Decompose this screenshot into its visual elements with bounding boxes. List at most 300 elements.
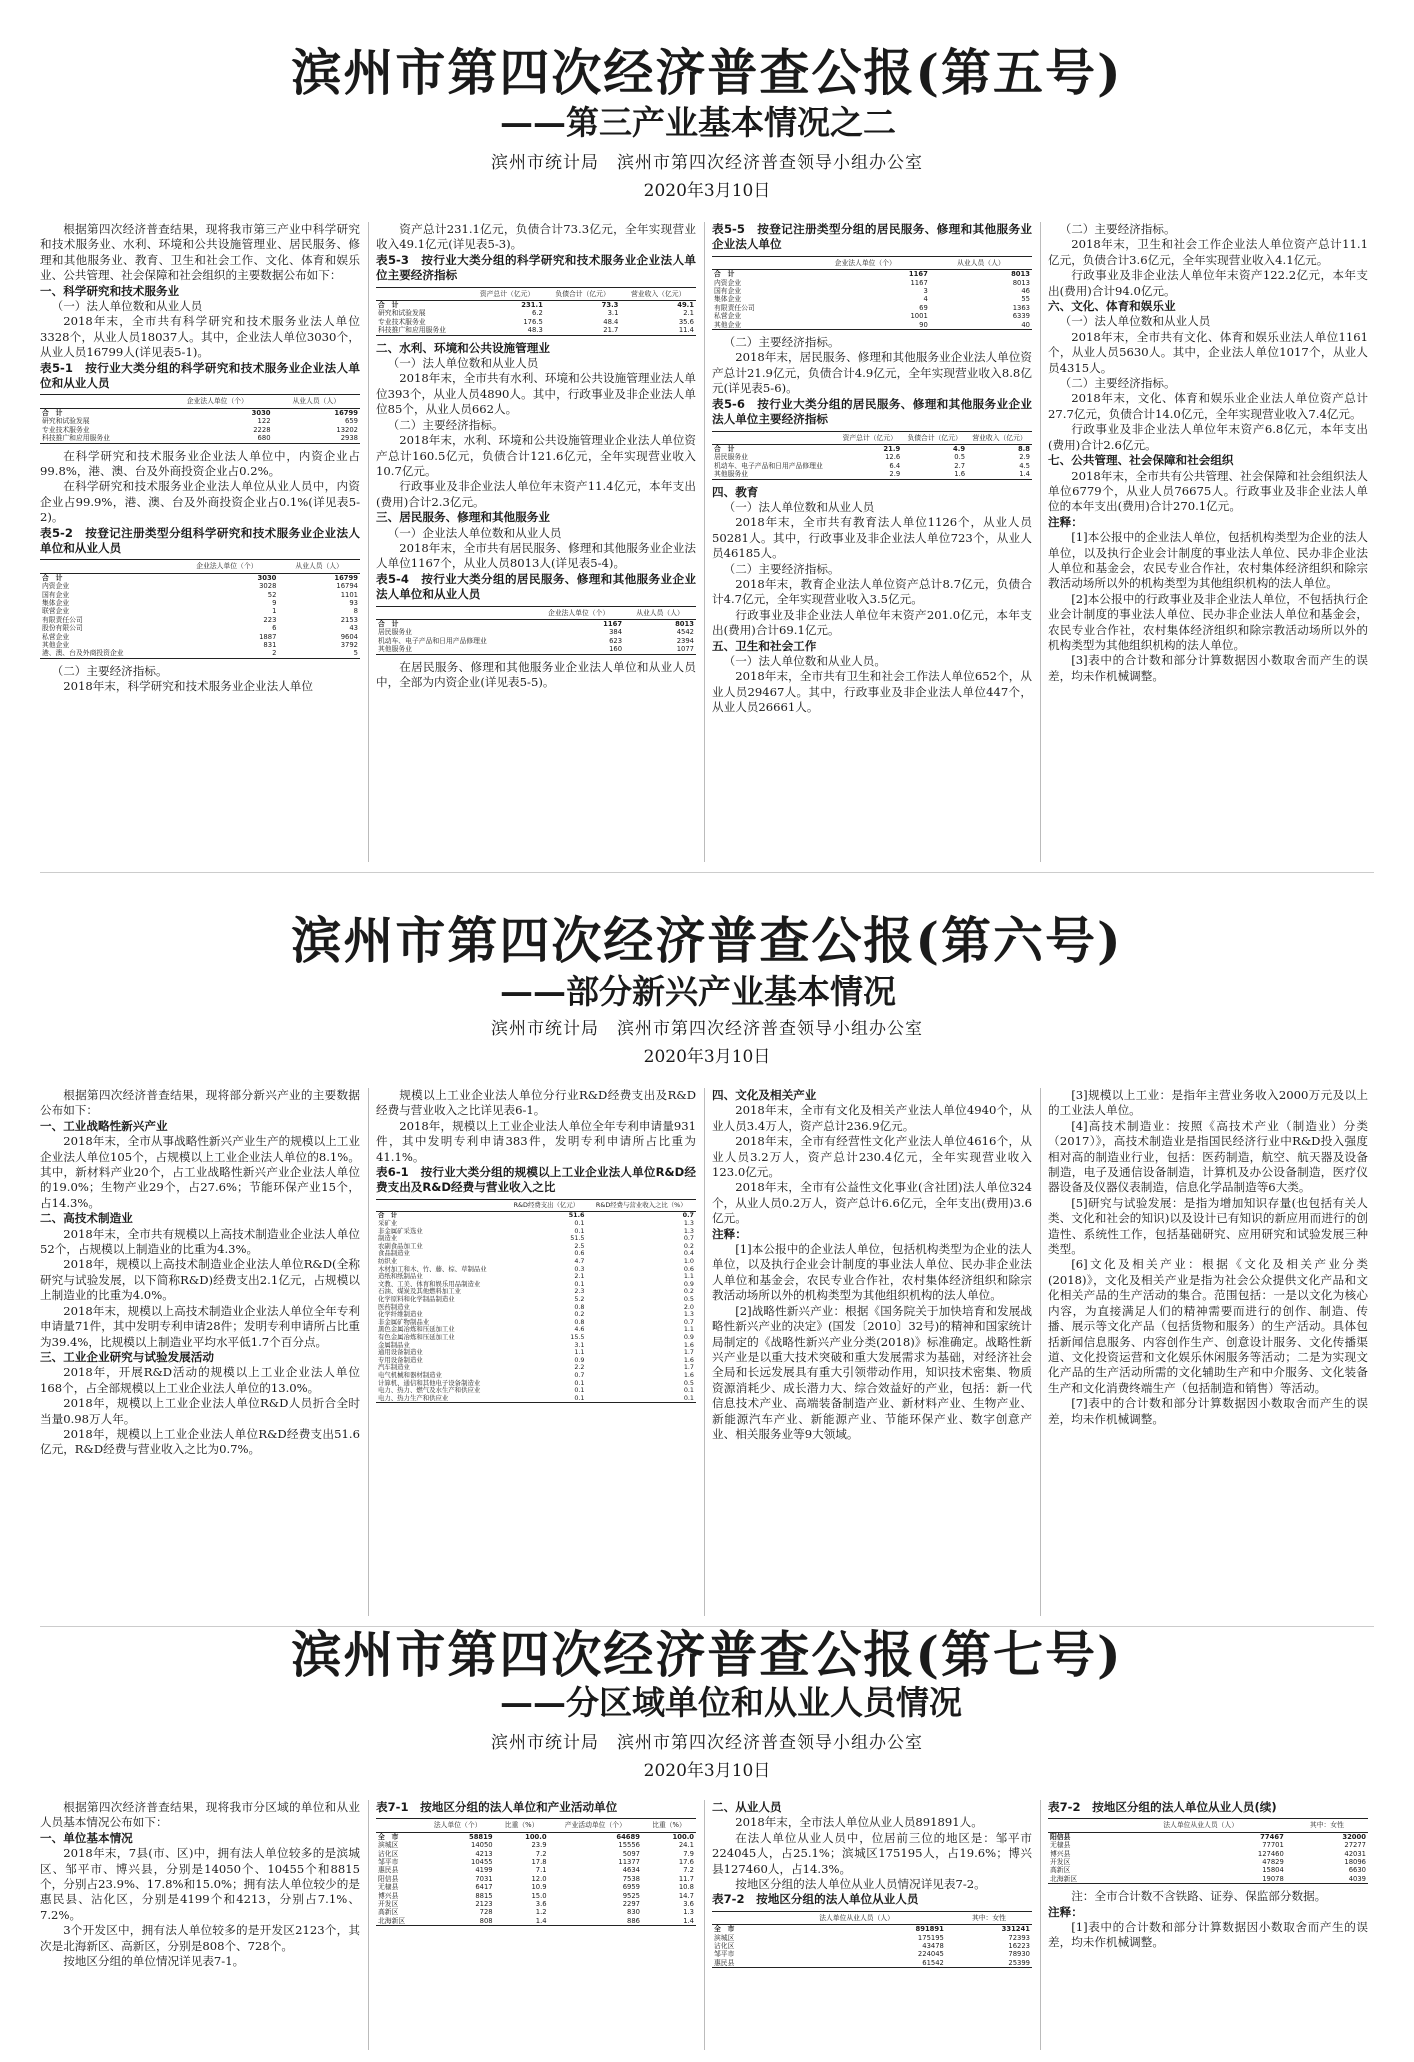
paragraph: 在科学研究和技术服务业企业法人单位从业人员中，内资企业占99.9%，港、澳、台及外商投资企业占0.1%(详见表5-2)。 xyxy=(40,479,360,525)
table-cell: 0.7 xyxy=(683,1234,694,1243)
table-cell: 18096 xyxy=(1344,1858,1366,1867)
table-row xyxy=(376,1235,696,1243)
table-row xyxy=(40,582,360,590)
table-cell: 3030 xyxy=(251,408,271,417)
table-cell: 8013 xyxy=(1011,270,1030,279)
note: [1]表中的合计数和部分计算数据因小数取舍而产生的误差，均未作机械调整。 xyxy=(1048,1920,1368,1950)
table-cell: 7031 xyxy=(475,1874,493,1883)
paragraph: 2018年末，教育企业法人单位资产总计8.7亿元，负债合计4.7亿元，全年实现营业收入3.5亿元。 xyxy=(712,576,1032,607)
table-cell: 16794 xyxy=(336,582,358,591)
subsection-heading: （一）法人单位数和从业人员 xyxy=(387,356,539,371)
table-cell: 3 xyxy=(923,287,928,296)
table-cell: 3028 xyxy=(259,582,277,591)
bulletin-7-column-3 xyxy=(712,1800,1032,2050)
table-cell: 1.6 xyxy=(683,1355,694,1364)
table-cell: 0.2 xyxy=(683,1287,694,1296)
bulletin-6-column-1 xyxy=(40,1088,360,1616)
table-cell: 100.0 xyxy=(672,1832,694,1841)
table-cell: 1167 xyxy=(603,619,623,628)
table-cell: 2297 xyxy=(622,1900,640,1909)
paragraph: 2018年末，7县(市、区)中，拥有法人单位较多的是滨城区、邹平市、博兴县，分别是14050个、10455个和8815个，分别占23.9%、17.8%和15.0%；拥有法人单位较少的是惠民县、沾化区，分别是4199个和4213，分别占7.1%、7.2%。 xyxy=(40,1846,360,1922)
table-cell: 6959 xyxy=(622,1883,640,1892)
table-cell: 计算机、通信和其他电子设备制造业 xyxy=(378,1378,481,1387)
table-caption: 表7-2 按地区分组的法人单位从业人员 xyxy=(712,1892,919,1907)
data-table xyxy=(712,256,1032,330)
column-divider xyxy=(368,1800,369,2050)
table-cell: 6630 xyxy=(1348,1866,1366,1875)
table-cell: 邹平市 xyxy=(714,1950,735,1959)
table-cell: 891891 xyxy=(915,1925,944,1934)
paragraph: 2018年末，文化、体育和娱乐业企业法人单位资产总计27.7亿元，负债合计14.0亿元，全年实现营业收入7.4亿元。 xyxy=(1048,391,1368,421)
table-cell: 机动车、电子产品和日用产品修理业 xyxy=(714,461,823,470)
table-cell: 通用设备制造业 xyxy=(378,1348,423,1357)
table-header-row xyxy=(376,1819,696,1832)
table-row xyxy=(1048,1875,1368,1884)
table-cell: 10.8 xyxy=(678,1883,694,1892)
table-cell: 电力、热力、燃气及水生产和供应业 xyxy=(378,1386,481,1395)
table-cell: 24.1 xyxy=(678,1841,694,1850)
table-cell: 国有企业 xyxy=(42,590,70,599)
table-cell: 0.2 xyxy=(683,1241,694,1250)
table-row xyxy=(712,287,1032,295)
table-cell: 15556 xyxy=(618,1841,640,1850)
paragraph: 在居民服务、修理和其他服务业企业法人单位和从业人员中，全部为内资企业(详见表5-5)。 xyxy=(376,659,696,689)
paragraph: 规模以上工业企业法人单位分行业R&D经费支出及R&D经费与营业收入之比详见表6-1。 xyxy=(376,1088,696,1118)
table-header-cell: 从业人员（人） xyxy=(930,256,1032,269)
bulletin-7 xyxy=(0,1625,1414,2062)
table-row xyxy=(1048,1866,1368,1874)
table-cell: 合 计 xyxy=(42,408,63,417)
data-table xyxy=(712,1911,1032,1968)
table-row xyxy=(376,1908,696,1916)
table-cell: 合 计 xyxy=(42,573,63,582)
table-header-cell: 其中：女性 xyxy=(946,1911,1032,1924)
paragraph: 按地区分组的单位情况详见表7-1。 xyxy=(63,1954,245,1969)
table-cell: 滨城区 xyxy=(378,1841,399,1850)
table-header-row xyxy=(1048,1819,1368,1832)
table-cell: 2.7 xyxy=(954,461,966,470)
table-cell: 黑色金属冶炼和压延加工业 xyxy=(378,1325,455,1334)
table-cell: 35.6 xyxy=(678,317,694,326)
table-cell: 石油、煤炭及其他燃料加工业 xyxy=(378,1287,462,1296)
table-cell: 1.1 xyxy=(683,1272,694,1281)
table-cell: 有色金属冶炼和压延加工业 xyxy=(378,1332,455,1341)
paragraph: 2018年末，全市共有文化、体育和娱乐业法人单位1161个，从业人员5630人。其中，企业法人单位1017个，从业人员4315人。 xyxy=(1048,329,1368,375)
table-row xyxy=(376,318,696,326)
table-cell: 5.2 xyxy=(574,1294,585,1303)
table-caption: 表5-5 按登记注册类型分组的居民服务、修理和其他服务业企业法人单位 xyxy=(712,222,1032,252)
section-heading: 六、文化、体育和娱乐业 xyxy=(1048,299,1176,314)
bulletin-6-org: 滨州市统计局 滨州市第四次经济普查领导小组办公室 xyxy=(491,1019,923,1039)
table-cell: 全 市 xyxy=(714,1925,735,1934)
table-caption: 表5-3 按行业大类分组的科学研究和技术服务业企业法人单位主要经济指标 xyxy=(376,252,696,283)
table-cell: 0.9 xyxy=(683,1279,694,1288)
table-cell: 沾化区 xyxy=(714,1942,735,1951)
table-cell: 1077 xyxy=(676,645,694,654)
table-row xyxy=(712,1934,1032,1942)
section-heading: 四、文化及相关产业 xyxy=(712,1088,817,1102)
table-header-cell: 产业活动单位（个） xyxy=(549,1819,642,1832)
table-row xyxy=(40,434,360,443)
table-cell: 728 xyxy=(479,1908,493,1917)
table-cell: 21.7 xyxy=(603,326,619,335)
table-row xyxy=(712,1950,1032,1958)
table-row xyxy=(376,1883,696,1891)
table-cell: 其他企业 xyxy=(714,320,742,329)
table-cell: 8013 xyxy=(675,619,694,628)
table-header-cell: 企业法人单位（个） xyxy=(533,606,624,619)
subsection-heading: （二）主要经济指标。 xyxy=(1059,376,1176,391)
table-row xyxy=(376,645,696,654)
table-cell: 46 xyxy=(1021,287,1030,296)
table-cell: 非金属矿采选业 xyxy=(378,1226,423,1235)
table-row xyxy=(376,309,696,317)
table-cell: 4 xyxy=(923,295,928,304)
table-cell: 3.6 xyxy=(535,1900,547,1909)
paragraph: 2018年末，全市共有教育法人单位1126个，从业人员50281人。其中，行政事业及非企业法人单位723个，从业人员46185人。 xyxy=(712,515,1032,561)
table-row xyxy=(376,1850,696,1858)
paragraph: 根据第四次经济普查结果，现将我市第三产业中科学研究和技术服务业、水利、环境和公共设施管理业、居民服务、修理和其他服务业、教育、卫生和社会工作、文化、体育和娱乐业、公共管理、社会保障和社会组织的主要数据公布如下： xyxy=(40,222,360,283)
table-cell: 1.7 xyxy=(683,1348,694,1357)
bulletin-5-date: 2020年3月10日 xyxy=(643,181,771,201)
table-header-cell xyxy=(376,287,469,300)
table-header-cell xyxy=(712,431,837,444)
table-row xyxy=(376,1266,696,1274)
table-cell: 惠民县 xyxy=(378,1866,399,1875)
bulletin-6-subtitle: ——部分新兴产业基本情况 xyxy=(500,972,896,1011)
table-cell: 0.1 xyxy=(574,1219,585,1228)
table-header-cell: 企业法人单位（个） xyxy=(162,395,273,408)
table-cell: 研究和试验发展 xyxy=(42,417,90,426)
table-header-cell: 营业收入（亿元） xyxy=(620,287,696,300)
section-heading: 一、科学研究和技术服务业 xyxy=(40,283,180,298)
table-cell: 2 xyxy=(272,649,277,658)
table-cell: 研究和试验发展 xyxy=(378,309,426,318)
table-header-cell: 资产总计（亿元） xyxy=(837,431,902,444)
table-cell: 科技推广和应用服务业 xyxy=(42,434,110,443)
note: [6]文化及相关产业：根据《文化及相关产业分类(2018)》，文化及相关产业是指为社会公众提供文化产品和文化相关产品的生产活动的集合。范围包括：一是以文化为核心内容，为直接满足人们的精神需要而进行的创作、制造、传播、展示等文化产品（包括货物和服务）的生产活动。具体包括新闻信息服务、内容创作生产、创意设计服务、文化传播渠道、文化投资运营和文化娱乐休闲服务等活动；二是为实现文化产品的生产活动所需的文化辅助生产和中介服务、文化装备生产和文化消费终端生产（包括制造和销售）等活动。 xyxy=(1048,1257,1368,1395)
table-cell: 680 xyxy=(257,434,271,443)
table-cell: 0.3 xyxy=(574,1264,585,1273)
table-header-cell xyxy=(712,256,801,269)
table-cell: 13202 xyxy=(336,425,358,434)
table-cell: 23.9 xyxy=(531,1841,547,1850)
table-cell: 联营企业 xyxy=(42,607,70,616)
table-cell: 博兴县 xyxy=(378,1891,399,1900)
table-cell: 有限责任公司 xyxy=(714,303,755,312)
table-cell: 4.7 xyxy=(574,1257,585,1265)
table-cell: 专业技术服务业 xyxy=(378,317,426,326)
table-cell: 4213 xyxy=(475,1849,493,1858)
table-cell: 659 xyxy=(345,417,358,426)
bulletin-7-org: 滨州市统计局 滨州市第四次经济普查领导小组办公室 xyxy=(491,1733,923,1753)
table-cell: 1.7 xyxy=(683,1363,694,1372)
note: [1]本公报中的企业法人单位，包括机构类型为企业的法人单位，以及执行企业会计制度的事业法人单位、民办非企业法人单位和基金会，农民专业合作社，农村集体经济组织和除宗教活动场所以外的机构类型为其他组织机构的法人单位。 xyxy=(712,1242,1032,1303)
table-cell: 12.6 xyxy=(885,453,901,462)
table-cell: 纺织业 xyxy=(378,1257,398,1265)
table-cell: 0.7 xyxy=(683,1317,694,1326)
section-heading: 二、高技术制造业 xyxy=(40,1211,133,1226)
table-cell: 51.5 xyxy=(570,1234,585,1243)
table-cell: 3.1 xyxy=(574,1340,585,1349)
paragraph: 2018年末，科学研究和技术服务业企业法人单位 xyxy=(63,679,313,694)
table-cell: 食品制造业 xyxy=(378,1249,410,1258)
paragraph: 在科学研究和技术服务业企业法人单位中，内资企业占99.8%，港、澳、台及外商投资企业占0.2%。 xyxy=(40,448,360,478)
table-cell: 69 xyxy=(919,303,928,312)
data-table xyxy=(1048,1818,1368,1884)
paragraph: 2018年末，居民服务、修理和其他服务业企业法人单位资产总计21.9亿元，负债合计4.9亿元，全年实现营业收入8.8亿元(详见表5-6)。 xyxy=(712,350,1032,396)
column-divider xyxy=(704,222,705,862)
column-divider xyxy=(1040,1800,1041,2050)
table-cell: 27277 xyxy=(1344,1841,1366,1850)
table-row xyxy=(376,637,696,645)
table-row xyxy=(376,1395,696,1403)
data-table xyxy=(712,431,1032,480)
table-header-row xyxy=(376,287,696,300)
table-cell: 11.7 xyxy=(678,1874,694,1883)
table-cell: 623 xyxy=(609,636,623,645)
table-cell: 160 xyxy=(609,645,623,654)
table-header-cell: 负债合计（亿元） xyxy=(902,431,967,444)
paragraph: 注：全市合计数不含铁路、证券、保监部分数据。 xyxy=(1071,1889,1327,1904)
table-cell: 43478 xyxy=(922,1942,944,1951)
table-cell: 木材加工和木、竹、藤、棕、草制品业 xyxy=(378,1264,487,1273)
table-row xyxy=(712,312,1032,320)
table-cell: 4542 xyxy=(676,628,694,637)
table-row xyxy=(1048,1841,1368,1849)
table-row xyxy=(376,1917,696,1926)
table-row xyxy=(376,1866,696,1874)
table-caption: 表5-6 按行业大类分组的居民服务、修理和其他服务业企业法人单位主要经济指标 xyxy=(712,396,1032,427)
table-row xyxy=(40,624,360,632)
subsection-heading: （一）法人单位数和从业人员 xyxy=(51,299,203,314)
table-cell: 金属制品业 xyxy=(378,1340,410,1349)
section-heading: 一、单位基本情况 xyxy=(40,1830,133,1845)
table-cell: 831 xyxy=(263,641,277,649)
section-heading: 三、工业企业研究与试验发展活动 xyxy=(40,1349,214,1364)
table-cell: 1.3 xyxy=(683,1908,694,1917)
data-table xyxy=(376,1199,696,1403)
table-cell: 0.2 xyxy=(574,1310,585,1319)
table-header-row xyxy=(40,560,360,573)
table-cell: 居民服务业 xyxy=(378,628,412,637)
table-cell: 11377 xyxy=(618,1858,640,1867)
table-cell: 1167 xyxy=(910,278,928,287)
paragraph: 2018年末，全市法人单位从业人员891891人。 xyxy=(735,1815,983,1830)
paragraph: 2018年末，规模以上高技术制造业企业法人单位全年专利申请量71件，其中发明专利申请28件；发明专利申请所占比重为39.4%，比规模以上制造业平均水平低1.7个百分点。 xyxy=(40,1303,360,1349)
table-header-row xyxy=(712,1911,1032,1924)
paragraph: 行政事业及非企业法人单位年末资产11.4亿元，本年支出(费用)合计2.3亿元。 xyxy=(376,479,696,509)
table-row xyxy=(376,1858,696,1866)
table-cell: 电力、热力生产和供应业 xyxy=(378,1393,449,1402)
table-cell: 2.3 xyxy=(574,1287,585,1296)
table-cell: 0.1 xyxy=(574,1378,585,1387)
table-caption: 表7-2 按地区分组的法人单位从业人员(续) xyxy=(1048,1800,1277,1814)
note: [1]本公报中的企业法人单位，包括机构类型为企业的法人单位，以及执行企业会计制度的事业法人单位、民办非企业法人单位和基金会，农民专业合作社，农村集体经济组织和除宗教活动场所以外的机构类型为其他组织机构的法人单位。 xyxy=(1048,530,1368,591)
table-row xyxy=(376,1220,696,1228)
table-row xyxy=(376,1212,696,1220)
table-cell: 沾化区 xyxy=(378,1849,399,1858)
table-row xyxy=(376,1841,696,1849)
table-cell: 1.6 xyxy=(683,1370,694,1379)
table-cell: 科技推广和应用服务业 xyxy=(378,326,446,335)
table-cell: 2.1 xyxy=(683,309,694,318)
bulletin-6-title: 滨州市第四次经济普查公报(第六号) xyxy=(291,911,1123,970)
bulletin-5 xyxy=(0,0,1414,880)
table-cell: 1363 xyxy=(1012,303,1030,312)
data-table xyxy=(40,394,360,443)
bulletin-5-column-3 xyxy=(712,222,1032,862)
table-header-cell xyxy=(40,560,175,573)
table-cell: 博兴县 xyxy=(1050,1849,1071,1858)
table-cell: 4634 xyxy=(622,1866,640,1875)
table-caption: 表7-1 按地区分组的法人单位和产业活动单位 xyxy=(376,1800,618,1814)
paragraph: 2018年末，全市有经营性文化产业法人单位4616个，从业人员3.2万人，资产总计230.4亿元，全年实现营业收入123.0亿元。 xyxy=(712,1134,1032,1180)
table-cell: 5097 xyxy=(622,1849,640,1858)
table-cell: 176.5 xyxy=(523,317,543,326)
table-cell: 3.1 xyxy=(607,309,619,318)
table-cell: 1.4 xyxy=(535,1916,547,1925)
subsection-heading: （二）主要经济指标。 xyxy=(1059,222,1176,236)
section-heading: 三、居民服务、修理和其他服务业 xyxy=(376,510,550,525)
table-cell: 合 计 xyxy=(378,301,399,310)
table-cell: 0.4 xyxy=(683,1249,694,1258)
table-cell: 48.4 xyxy=(603,317,619,326)
bulletin-6-column-2 xyxy=(376,1088,696,1616)
column-divider xyxy=(1040,1088,1041,1616)
bulletin-6-columns xyxy=(40,1088,1374,1616)
table-cell: 7.2 xyxy=(683,1866,694,1875)
note: [7]表中的合计数和部分计算数据因小数取舍而产生的误差，均未作机械调整。 xyxy=(1048,1396,1368,1426)
note: [3]表中的合计数和部分计算数据因小数取舍而产生的误差，均未作机械调整。 xyxy=(1048,653,1368,683)
table-cell: 无棣县 xyxy=(1050,1841,1071,1850)
table-cell: 6 xyxy=(272,624,277,633)
table-row xyxy=(1048,1850,1368,1858)
table-row xyxy=(376,1342,696,1350)
table-header-cell: 其中：女性 xyxy=(1286,1819,1368,1832)
table-header-cell: 企业法人单位（个） xyxy=(801,256,930,269)
paragraph: 2018年末，全市共有科学研究和技术服务业法人单位3328个，从业人员18037人。其中，企业法人单位3030个，从业人员16799人(详见表5-1)。 xyxy=(40,314,360,360)
bulletin-5-column-1 xyxy=(40,222,360,862)
bulletin-5-org: 滨州市统计局 滨州市第四次经济普查领导小组办公室 xyxy=(491,153,923,173)
table-cell: 0.1 xyxy=(574,1226,585,1235)
table-cell: 64689 xyxy=(616,1832,640,1841)
column-divider xyxy=(1040,222,1041,862)
paragraph: 2018年，规模以上工业企业法人单位R&D经费支出51.6亿元，R&D经费与营业收入之比为0.7%。 xyxy=(40,1426,360,1457)
table-cell: 高新区 xyxy=(378,1908,399,1917)
subsection-heading: （二）主要经济指标。 xyxy=(723,335,840,350)
table-cell: 合 计 xyxy=(714,270,735,279)
table-row xyxy=(712,444,1032,453)
paragraph: 根据第四次经济普查结果，现将我市分区域的单位和从业人员基本情况公布如下： xyxy=(40,1800,360,1830)
subsection-heading: （二）主要经济指标。 xyxy=(387,417,504,432)
table-row xyxy=(712,1942,1032,1950)
table-cell: 14.7 xyxy=(678,1891,694,1900)
table-cell: 0.1 xyxy=(574,1279,585,1288)
table-header-cell: 法人单位从业人员（人） xyxy=(1115,1819,1285,1832)
table-cell: 43 xyxy=(349,624,358,633)
table-cell: 1.4 xyxy=(683,1916,694,1925)
table-cell: 15.5 xyxy=(570,1332,585,1341)
table-cell: 医药制造业 xyxy=(378,1302,410,1311)
table-cell: 8 xyxy=(353,607,358,616)
table-cell: 8.8 xyxy=(1017,444,1030,453)
subsection-heading: （一）企业法人单位数和从业人员 xyxy=(387,525,562,540)
table-cell: 1.6 xyxy=(683,1340,694,1349)
bulletin-6-column-3 xyxy=(712,1088,1032,1616)
note: [2]战略性新兴产业：根据《国务院关于加快培育和发展战略性新兴产业的决定》(国发〔2010〕32号)的精神和国家统计局制定的《战略性新兴产业分类(2018)》标准确定。战略性新兴产业是以重大技术突破和重大发展需求为基础，对经济社会全局和长远发展具有重大引领带动作用，知识技术密集、物质资源消耗少、成长潜力大、综合效益好的产业，包括：新一代信息技术产业、高端装备制造产业、新材料产业、生物产业、新能源汽车产业、新能源产业、节能环保产业、数字创意产业、相关服务业等9大领域。 xyxy=(712,1303,1032,1441)
table-cell: 港、澳、台及外商投资企业 xyxy=(42,649,124,658)
table-cell: 非金属矿物制品业 xyxy=(378,1317,430,1326)
table-row xyxy=(712,270,1032,279)
table-row xyxy=(40,599,360,607)
table-cell: 61542 xyxy=(922,1958,944,1967)
bulletin-7-date: 2020年3月10日 xyxy=(643,1761,771,1781)
table-cell: 无棣县 xyxy=(378,1883,399,1892)
table-cell: 1887 xyxy=(259,632,277,641)
paragraph: 2018年末，全市共有居民服务、修理和其他服务业企业法人单位1167个，从业人员8013人(详见表5-4)。 xyxy=(376,540,696,571)
table-cell: 2.2 xyxy=(574,1363,585,1372)
table-row xyxy=(40,408,360,417)
table-row xyxy=(376,1250,696,1258)
table-row xyxy=(712,279,1032,287)
table-row xyxy=(40,649,360,658)
table-cell: 1.3 xyxy=(683,1219,694,1228)
table-cell: 93 xyxy=(349,598,358,607)
table-cell: 1 xyxy=(272,607,277,616)
table-cell: 其他企业 xyxy=(42,641,70,649)
table-cell: 51.6 xyxy=(568,1211,585,1220)
table-header-cell xyxy=(712,1911,767,1924)
table-row xyxy=(712,321,1032,330)
table-row xyxy=(40,573,360,582)
table-cell: 6.2 xyxy=(531,309,543,318)
paragraph: 根据第四次经济普查结果，现将部分新兴产业的主要数据公布如下： xyxy=(40,1088,360,1118)
table-cell: 1001 xyxy=(910,312,928,321)
section-heading: 二、水利、环境和公共设施管理业 xyxy=(376,340,550,355)
table-cell: 15804 xyxy=(1262,1866,1284,1875)
table-cell: 9 xyxy=(272,598,277,607)
table-cell: 2.1 xyxy=(574,1272,585,1281)
table-cell: 0.9 xyxy=(574,1355,585,1364)
table-cell: 886 xyxy=(627,1916,640,1925)
table-cell: 3792 xyxy=(340,641,358,649)
paragraph: 2018年，规模以上工业企业法人单位全年专利申请量931件，其中发明专利申请383件，发明专利申请所占比重为41.1%。 xyxy=(376,1118,696,1164)
notes-heading: 注释： xyxy=(712,1226,747,1241)
table-cell: 私营企业 xyxy=(42,632,70,641)
table-cell: 42031 xyxy=(1344,1849,1366,1858)
table-cell: 机动车、电子产品和日用产品修理业 xyxy=(378,636,487,645)
table-cell: 居民服务业 xyxy=(714,453,748,462)
table-cell: 开发区 xyxy=(378,1900,399,1909)
table-cell: 2123 xyxy=(475,1900,493,1909)
table-row xyxy=(376,1228,696,1236)
table-cell: 90 xyxy=(919,320,928,329)
table-header-cell xyxy=(40,395,162,408)
note: [2]本公报中的行政事业及非企业法人单位，不包括执行企业会计制度的事业法人单位、民办非企业法人单位和基金会，农民专业合作社，农村集体经济组织和除宗教活动场所以外的机构类型为其他组织机构的法人单位。 xyxy=(1048,591,1368,652)
table-cell: 化学纤维制造业 xyxy=(378,1310,423,1319)
table-row xyxy=(40,633,360,641)
table-cell: 电气机械和器材制造业 xyxy=(378,1370,442,1379)
table-cell: 集体企业 xyxy=(714,295,742,304)
paragraph: 资产总计231.1亿元，负债合计73.3亿元，全年实现营业收入49.1亿元(详见表5-3)。 xyxy=(376,222,696,252)
table-cell: 4.9 xyxy=(953,444,966,453)
table-cell: 16799 xyxy=(334,408,358,417)
data-table xyxy=(376,287,696,336)
table-cell: 15.0 xyxy=(531,1891,547,1900)
table-cell: 0.7 xyxy=(682,1211,694,1220)
table-header-cell: 法人单位（个） xyxy=(421,1819,495,1832)
